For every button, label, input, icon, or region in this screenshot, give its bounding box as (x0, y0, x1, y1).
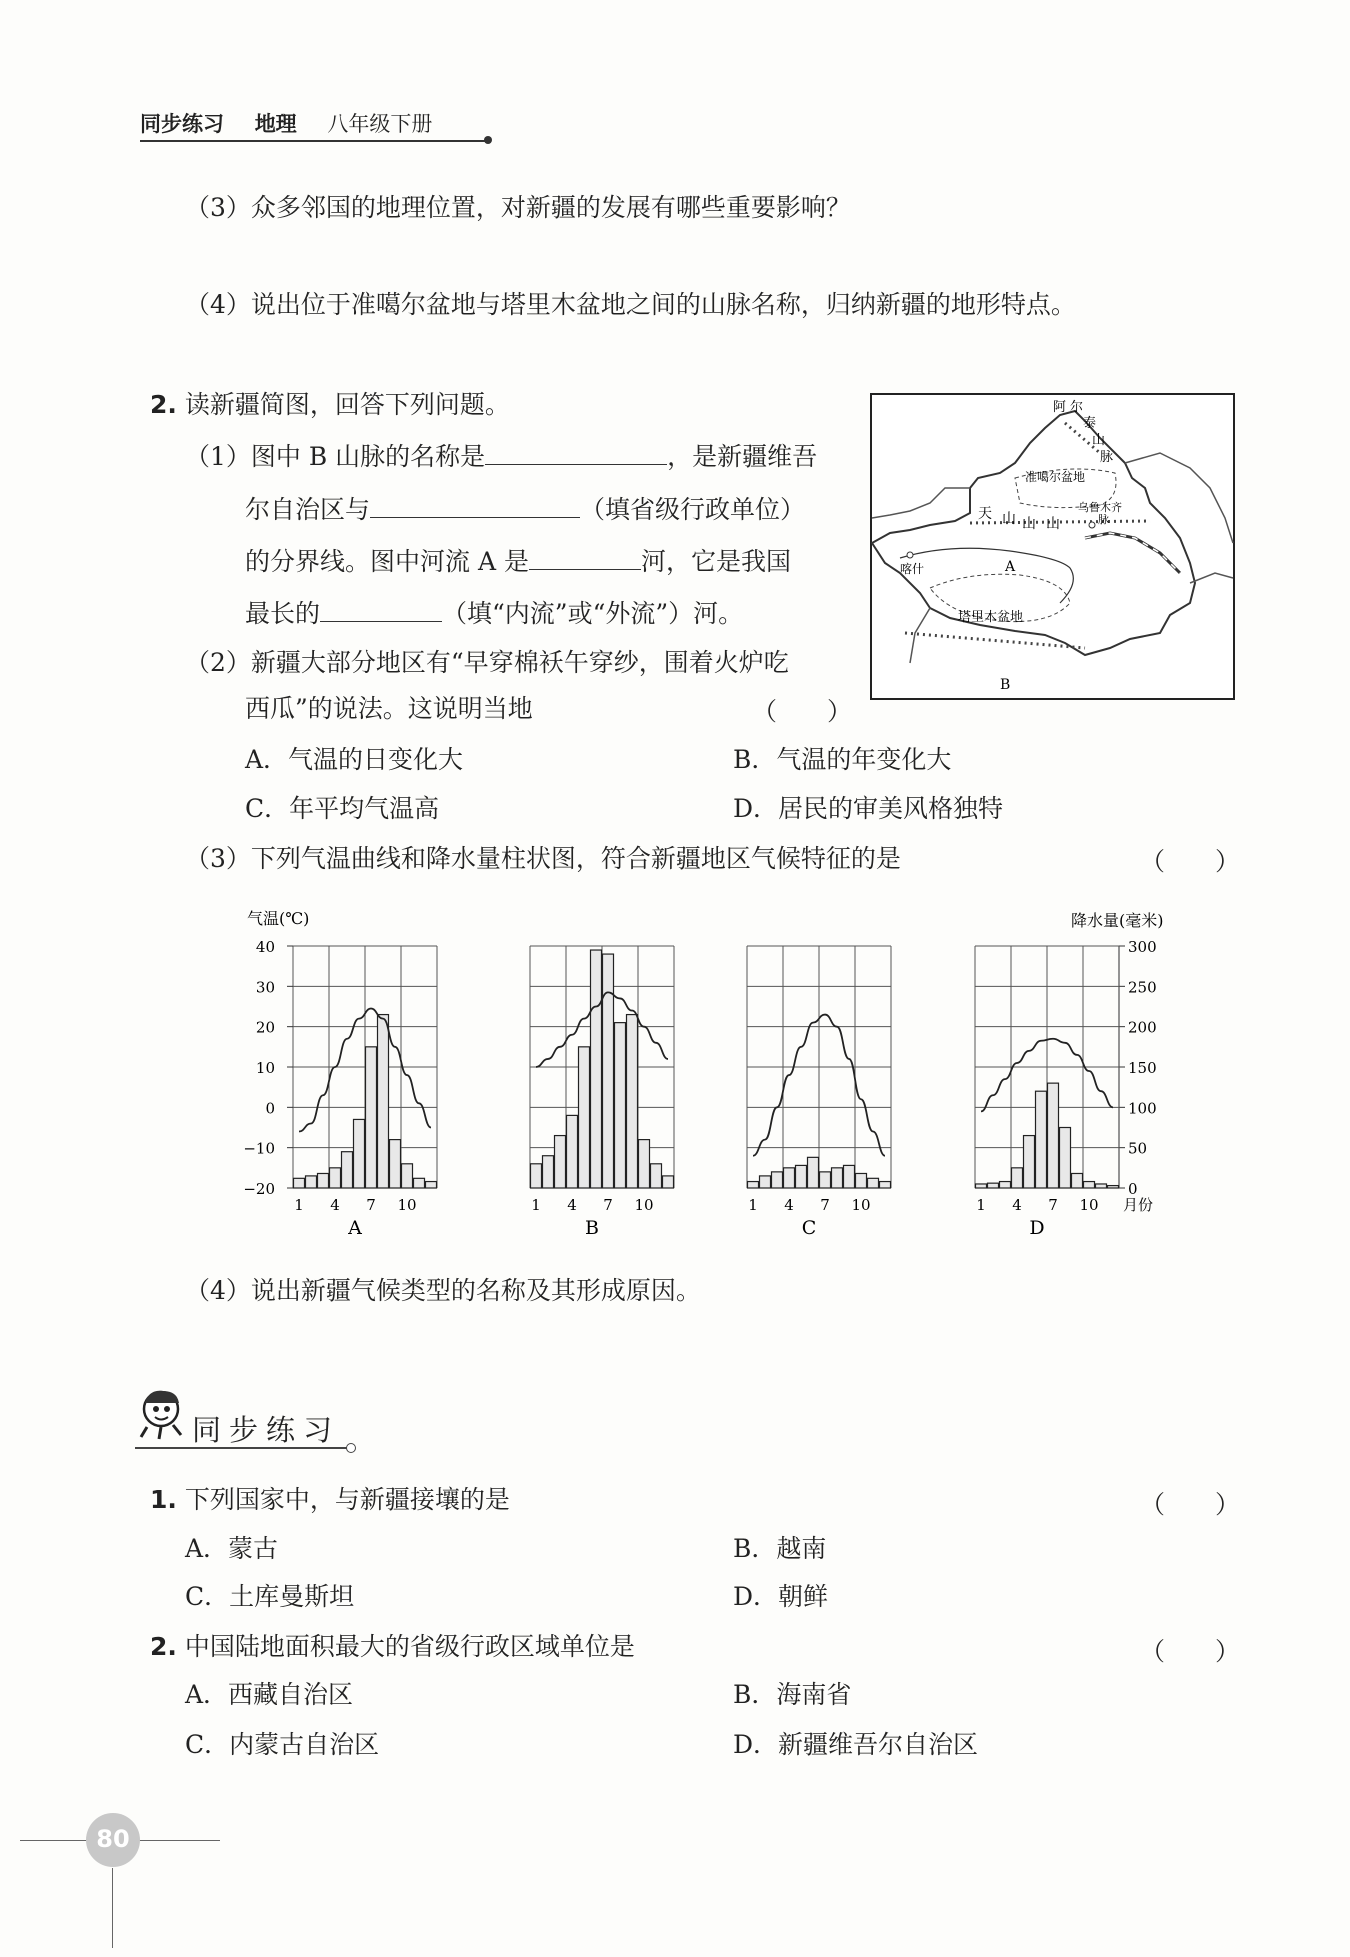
x-unit-label: 月份 (1123, 1196, 1154, 1214)
page-number: 80 (96, 1825, 130, 1853)
q1-part3: （3）众多邻国的地理位置，对新疆的发展有哪些重要影响？ (185, 193, 851, 222)
map-label: B (1000, 677, 1011, 693)
xinjiang-map (870, 393, 1235, 700)
option-d[interactable]: D．居民的审美风格独特 (733, 794, 1004, 823)
q1-part4: （4）说出位于准噶尔盆地与塔里木盆地之间的山脉名称，归纳新疆的地形特点。 (185, 290, 1076, 319)
climate-charts (235, 900, 1195, 1245)
x-tick-label: 1 (294, 1196, 304, 1214)
precipitation-bar (820, 1172, 831, 1188)
urumqi-dot (1089, 522, 1095, 528)
y-right-axis-label: 降水量(毫米) (1071, 911, 1164, 930)
precipitation-bar (784, 1168, 795, 1188)
y-left-tick-label: −10 (243, 1139, 275, 1158)
y-left-tick-label: −20 (243, 1180, 275, 1198)
precipitation-bar (615, 1023, 626, 1188)
precipitation-bar (366, 1047, 377, 1188)
q2-p1-text: 尔自治区与 (245, 495, 371, 524)
precipitation-bar (988, 1183, 999, 1188)
precipitation-bar (1060, 1128, 1071, 1189)
map-label: 脉 (1100, 450, 1114, 465)
q2-p1-text: （填省级行政单位） (580, 495, 806, 524)
option-c[interactable]: C．年平均气温高 (245, 794, 440, 823)
answer-paren[interactable]: （ ） (752, 697, 853, 726)
answer-blank[interactable] (485, 440, 667, 465)
q2-p1-line2 (245, 493, 805, 527)
panel-name: A (348, 1217, 362, 1239)
header-grade: 八年级下册 (327, 112, 433, 136)
x-tick-label: 4 (567, 1196, 577, 1214)
x-tick-label: 7 (820, 1196, 830, 1214)
precipitation-bar (1072, 1173, 1083, 1188)
precipitation-bar (342, 1152, 353, 1188)
question-number: 2. (150, 1632, 177, 1661)
option-b[interactable]: B．越南 (733, 1534, 827, 1563)
x-tick-label: 1 (531, 1196, 541, 1214)
precipitation-bar (531, 1164, 542, 1188)
q2-p1-line4 (245, 597, 743, 631)
precipitation-bar (844, 1165, 855, 1188)
precipitation-bar (1096, 1184, 1107, 1188)
precipitation-bar (663, 1176, 674, 1188)
x-tick-label: 4 (1012, 1196, 1022, 1214)
q2-p1-text: ，是新疆维吾 (667, 442, 818, 471)
map-label: 准噶尔盆地 (1025, 470, 1086, 484)
q2-p1-text: （填“内流”或“外流”）河。 (442, 599, 744, 628)
x-tick-label: 7 (366, 1196, 376, 1214)
y-right-tick-label: 200 (1128, 1018, 1157, 1037)
y-left-tick-label: 30 (255, 978, 275, 997)
practice-q2 (150, 1630, 635, 1664)
question-number: 1. (150, 1485, 177, 1514)
x-tick-label: 10 (1079, 1196, 1099, 1214)
precipitation-bar (354, 1119, 365, 1188)
running-header (140, 108, 456, 138)
section-title: 同步练习 (192, 1413, 341, 1447)
x-tick-label: 10 (397, 1196, 417, 1214)
x-tick-label: 1 (748, 1196, 758, 1214)
precipitation-bar (603, 954, 614, 1188)
precipitation-bar (567, 1115, 578, 1188)
x-tick-label: 10 (851, 1196, 871, 1214)
map-label: A (1005, 559, 1016, 575)
q2-p1-line1 (185, 440, 817, 474)
y-left-tick-label: 40 (255, 938, 275, 956)
precipitation-bar (748, 1182, 759, 1188)
x-tick-label: 7 (1048, 1196, 1058, 1214)
panel-name: D (1029, 1217, 1045, 1239)
y-left-tick-label: 10 (255, 1059, 275, 1077)
precipitation-bar (579, 1047, 590, 1188)
header-series: 同步练习 (140, 112, 224, 136)
option-a[interactable]: A．西藏自治区 (185, 1680, 354, 1709)
y-right-tick-label: 0 (1128, 1180, 1138, 1198)
precipitation-bar (760, 1176, 771, 1188)
q2-p3: （3）下列气温曲线和降水量柱状图，符合新疆地区气候特征的是 (185, 844, 901, 873)
precipitation-bar (330, 1168, 341, 1188)
precipitation-bar (1000, 1182, 1011, 1188)
panel-name: C (801, 1217, 817, 1239)
q2-stem (150, 388, 510, 422)
precipitation-bar (306, 1176, 317, 1188)
q2-p1-line3 (245, 545, 791, 579)
precipitation-bar (868, 1178, 879, 1188)
precipitation-bar (1036, 1091, 1047, 1188)
section-rule (135, 1447, 350, 1449)
q2-p1-text: （1）图中 B 山脉的名称是 (185, 442, 486, 471)
map-label: 喀什 (900, 562, 925, 576)
map-label: 天 (978, 506, 992, 522)
precipitation-bar (796, 1165, 807, 1188)
option-c[interactable]: C．土库曼斯坦 (185, 1582, 355, 1611)
q2-p2-line1: （2）新疆大部分地区有“早穿棉袄午穿纱，围着火炉吃 (185, 648, 789, 677)
precipitation-bar (318, 1173, 329, 1188)
kashgar-dot (907, 552, 913, 558)
x-tick-label: 4 (330, 1196, 340, 1214)
q2-p1-text: 河，它是我国 (640, 547, 791, 576)
y-left-tick-label: 0 (265, 1099, 275, 1118)
q2-p1-text: 最长的 (245, 599, 321, 628)
y-left-axis-label: 气温(℃) (247, 909, 310, 928)
header-subject: 地理 (254, 112, 297, 136)
precipitation-bar (402, 1164, 413, 1188)
option-a[interactable]: A．气温的日变化大 (245, 745, 464, 774)
option-c[interactable]: C．内蒙古自治区 (185, 1730, 380, 1759)
header-dot (484, 136, 492, 144)
q2-number: 2. (150, 390, 177, 419)
y-right-tick-label: 250 (1128, 978, 1157, 997)
map-label: 山 (1002, 511, 1016, 527)
precipitation-bar (543, 1156, 554, 1188)
y-right-tick-label: 100 (1128, 1099, 1157, 1118)
chart-panel-d (975, 946, 1153, 1239)
q2-p4: （4）说出新疆气候类型的名称及其形成原因。 (185, 1276, 701, 1305)
answer-paren[interactable]: （ ） (1140, 1637, 1241, 1666)
precipitation-bar (1024, 1136, 1035, 1188)
x-tick-label: 4 (784, 1196, 794, 1214)
precipitation-bar (555, 1136, 566, 1188)
precipitation-bar (627, 1015, 638, 1188)
precipitation-bar (772, 1172, 783, 1188)
precipitation-bar (390, 1140, 401, 1188)
map-label: 塔里木盆地 (958, 610, 1024, 625)
map-label: 脉 (1098, 513, 1109, 526)
answer-paren[interactable]: （ ） (1140, 1490, 1241, 1519)
precipitation-bar (378, 1015, 389, 1188)
page-number-rule (112, 1868, 113, 1948)
map-label: 乌鲁木齐 (1078, 501, 1122, 514)
precipitation-bar (414, 1178, 425, 1188)
map-label: 泰 (1083, 416, 1097, 431)
answer-blank[interactable] (529, 545, 641, 570)
question-stem: 下列国家中，与新疆接壤的是 (184, 1485, 510, 1514)
q2-p1-text: 的分界线。图中河流 A 是 (245, 547, 529, 576)
precipitation-bar (832, 1168, 843, 1188)
map-label: 尔 (1070, 400, 1084, 415)
precipitation-bar (294, 1178, 305, 1188)
mascot-icon (135, 1385, 195, 1445)
chart-panel-a (287, 946, 437, 1239)
precipitation-bar (1084, 1182, 1095, 1188)
precipitation-bar (651, 1164, 662, 1188)
answer-blank[interactable] (320, 597, 442, 622)
q2-stem-text: 读新疆简图，回答下列问题。 (184, 390, 510, 419)
precipitation-bar (976, 1184, 987, 1188)
answer-paren[interactable]: （ ） (1140, 847, 1241, 876)
q2-p2-line2: 西瓜”的说法。这说明当地 (245, 694, 533, 723)
precipitation-bar (1108, 1186, 1119, 1188)
x-tick-label: 1 (976, 1196, 986, 1214)
option-d[interactable]: D．朝鲜 (733, 1582, 829, 1611)
y-right-tick-label: 50 (1128, 1139, 1148, 1158)
question-stem: 中国陆地面积最大的省级行政区域单位是 (184, 1632, 635, 1661)
map-label: 山 (1092, 433, 1106, 448)
map-label: 山 (1046, 516, 1060, 532)
x-tick-label: 7 (603, 1196, 613, 1214)
precipitation-bar (808, 1157, 819, 1188)
precipitation-bar (1048, 1083, 1059, 1188)
map-frame (871, 394, 1234, 699)
y-right-tick-label: 300 (1128, 938, 1157, 956)
precipitation-bar (1012, 1168, 1023, 1188)
header-rule (140, 140, 488, 142)
x-tick-label: 10 (634, 1196, 654, 1214)
precipitation-bar (426, 1182, 437, 1188)
section-dot (346, 1443, 356, 1453)
map-label: 山 (1022, 516, 1036, 532)
y-right-tick-label: 150 (1128, 1059, 1157, 1077)
practice-q1 (150, 1483, 510, 1517)
y-left-tick-label: 20 (255, 1018, 275, 1037)
answer-blank[interactable] (370, 493, 580, 518)
precipitation-bar (856, 1173, 867, 1188)
map-label: 阿 (1053, 400, 1067, 415)
option-b[interactable]: B．海南省 (733, 1680, 852, 1709)
precipitation-bar (591, 950, 602, 1188)
panel-name: B (585, 1217, 599, 1239)
option-a[interactable]: A．蒙古 (185, 1534, 279, 1563)
option-d[interactable]: D．新疆维吾尔自治区 (733, 1730, 979, 1759)
precipitation-bar (639, 1140, 650, 1188)
precipitation-bar (880, 1182, 891, 1188)
option-b[interactable]: B．气温的年变化大 (733, 745, 952, 774)
chart-panel-b (530, 946, 674, 1239)
chart-panel-c (747, 946, 891, 1239)
